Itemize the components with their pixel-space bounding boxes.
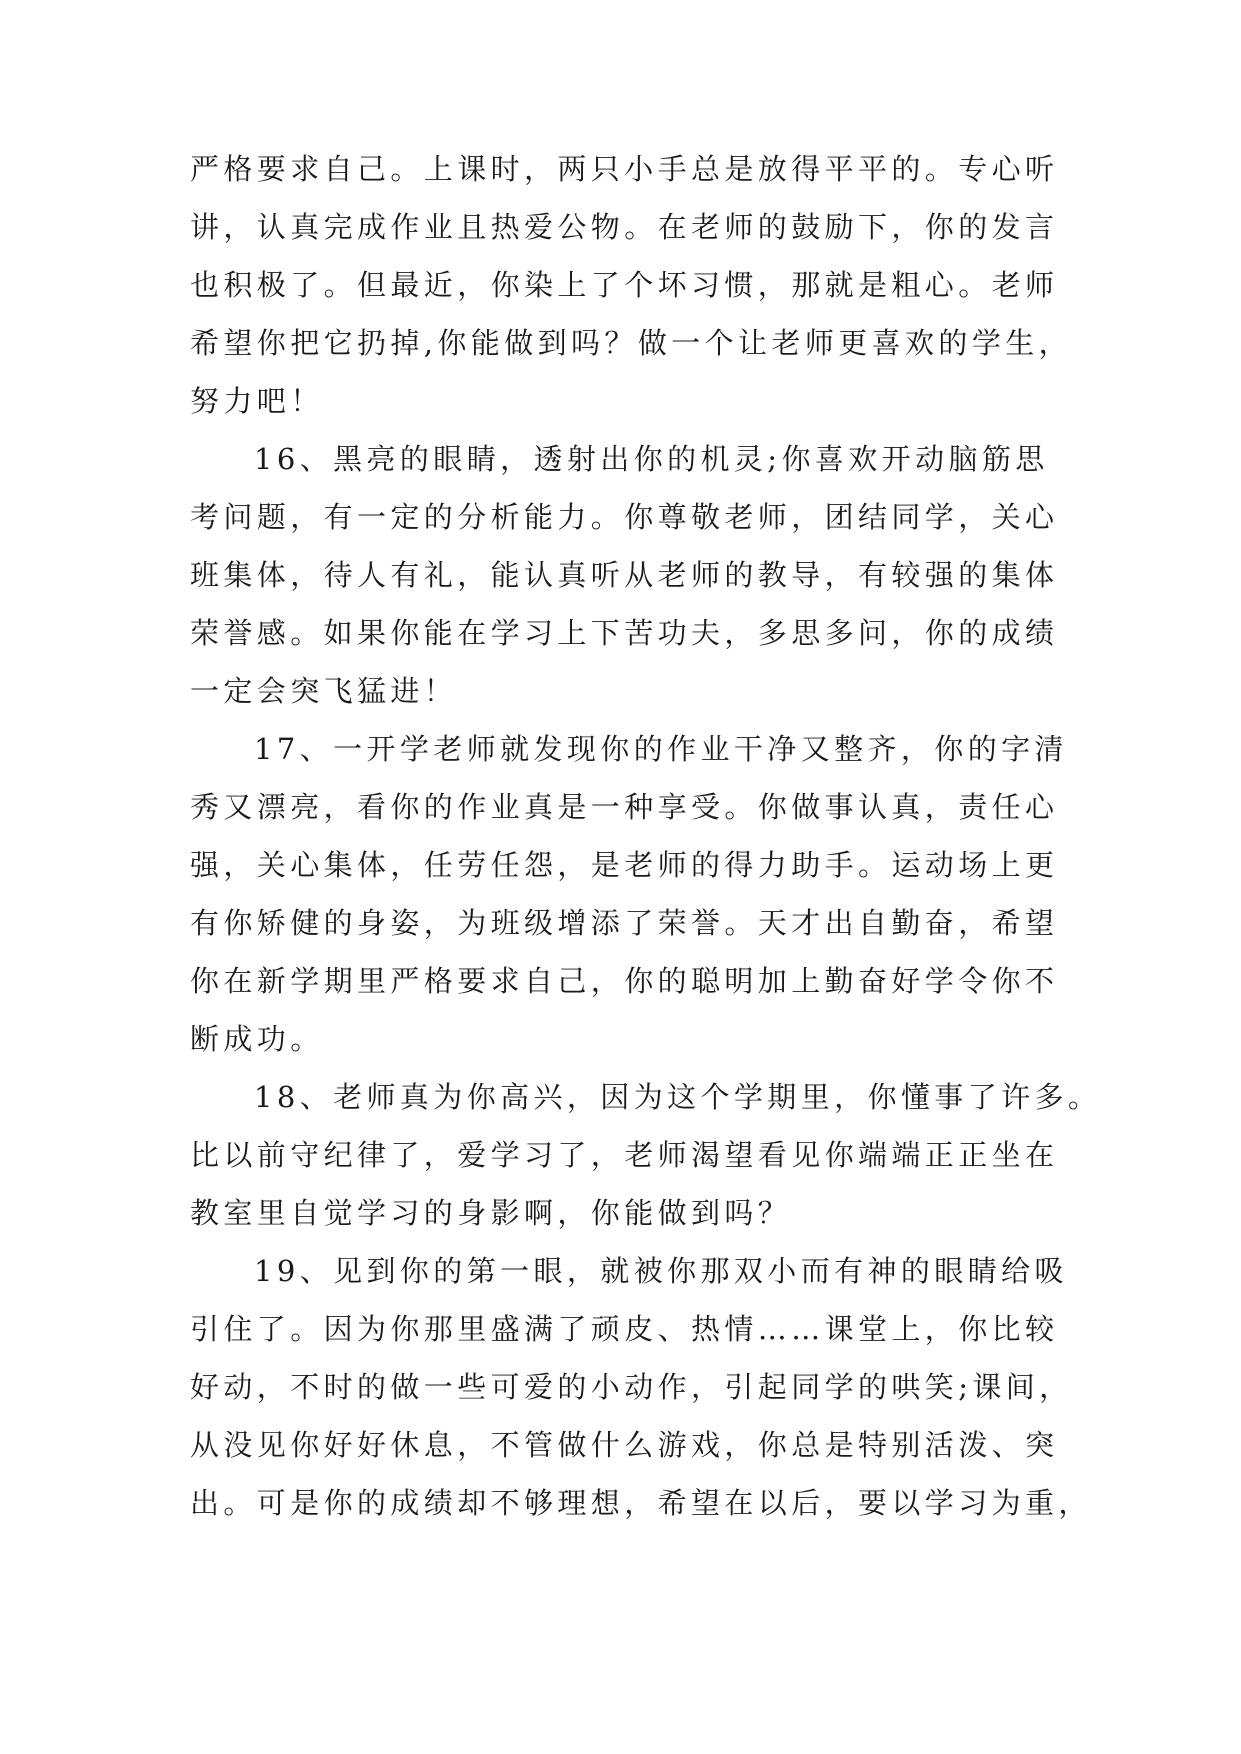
text-line: 教室里自觉学习的身影啊，你能做到吗？: [190, 1196, 792, 1230]
text-line: 从没见你好好休息，不管做什么游戏，你总是特别活泼、突: [190, 1428, 1059, 1462]
text-line: 考问题，有一定的分析能力。你尊敬老师，团结同学，关心: [190, 500, 1059, 534]
text-line: 努力吧！: [190, 384, 324, 418]
text-line: 17、一开学老师就发现你的作业干净又整齐，你的字清: [254, 732, 1068, 766]
text-line: 断成功。: [190, 1022, 324, 1056]
paragraph-17: [190, 720, 1068, 1068]
text-line: 你在新学期里严格要求自己，你的聪明加上勤奋好学令你不: [190, 964, 1059, 998]
paragraph-16: [190, 430, 1059, 720]
paragraph-1: [190, 140, 1073, 430]
text-line: 荣誉感。如果你能在学习上下苦功夫，多思多问，你的成绩: [190, 616, 1059, 650]
text-line: 强，关心集体，任劳任怨，是老师的得力助手。运动场上更: [190, 848, 1059, 882]
text-line: 有你矫健的身姿，为班级增添了荣誉。天才出自勤奋，希望: [190, 906, 1059, 940]
text-line: 希望你把它扔掉,你能做到吗？做一个让老师更喜欢的学生，: [190, 326, 1073, 360]
text-line: 好动，不时的做一些可爱的小动作，引起同学的哄笑;课间，: [190, 1370, 1073, 1404]
text-line: 班集体，待人有礼，能认真听从老师的教导，有较强的集体: [190, 558, 1059, 592]
text-line: 19、见到你的第一眼，就被你那双小而有神的眼睛给吸: [254, 1254, 1068, 1288]
text-line: 16、黑亮的眼睛，透射出你的机灵;你喜欢开动脑筋思: [254, 442, 1049, 476]
text-line: 18、老师真为你高兴，因为这个学期里，你懂事了许多。: [254, 1080, 1102, 1114]
text-line: 出。可是你的成绩却不够理想，希望在以后，要以学习为重，: [190, 1486, 1092, 1520]
document-body: [190, 140, 1102, 1532]
text-line: 比以前守纪律了，爱学习了，老师渴望看见你端端正正坐在: [190, 1138, 1059, 1172]
text-line: 秀又漂亮，看你的作业真是一种享受。你做事认真，责任心: [190, 790, 1059, 824]
paragraph-18: [190, 1068, 1102, 1242]
paragraph-19: [190, 1242, 1092, 1532]
text-line: 讲，认真完成作业且热爱公物。在老师的鼓励下，你的发言: [190, 210, 1059, 244]
text-line: 严格要求自己。上课时，两只小手总是放得平平的。专心听: [190, 152, 1059, 186]
text-line: 引住了。因为你那里盛满了顽皮、热情……课堂上，你比较: [190, 1312, 1059, 1346]
text-line: 也积极了。但最近，你染上了个坏习惯，那就是粗心。老师: [190, 268, 1059, 302]
text-line: 一定会突飞猛进！: [190, 674, 458, 708]
